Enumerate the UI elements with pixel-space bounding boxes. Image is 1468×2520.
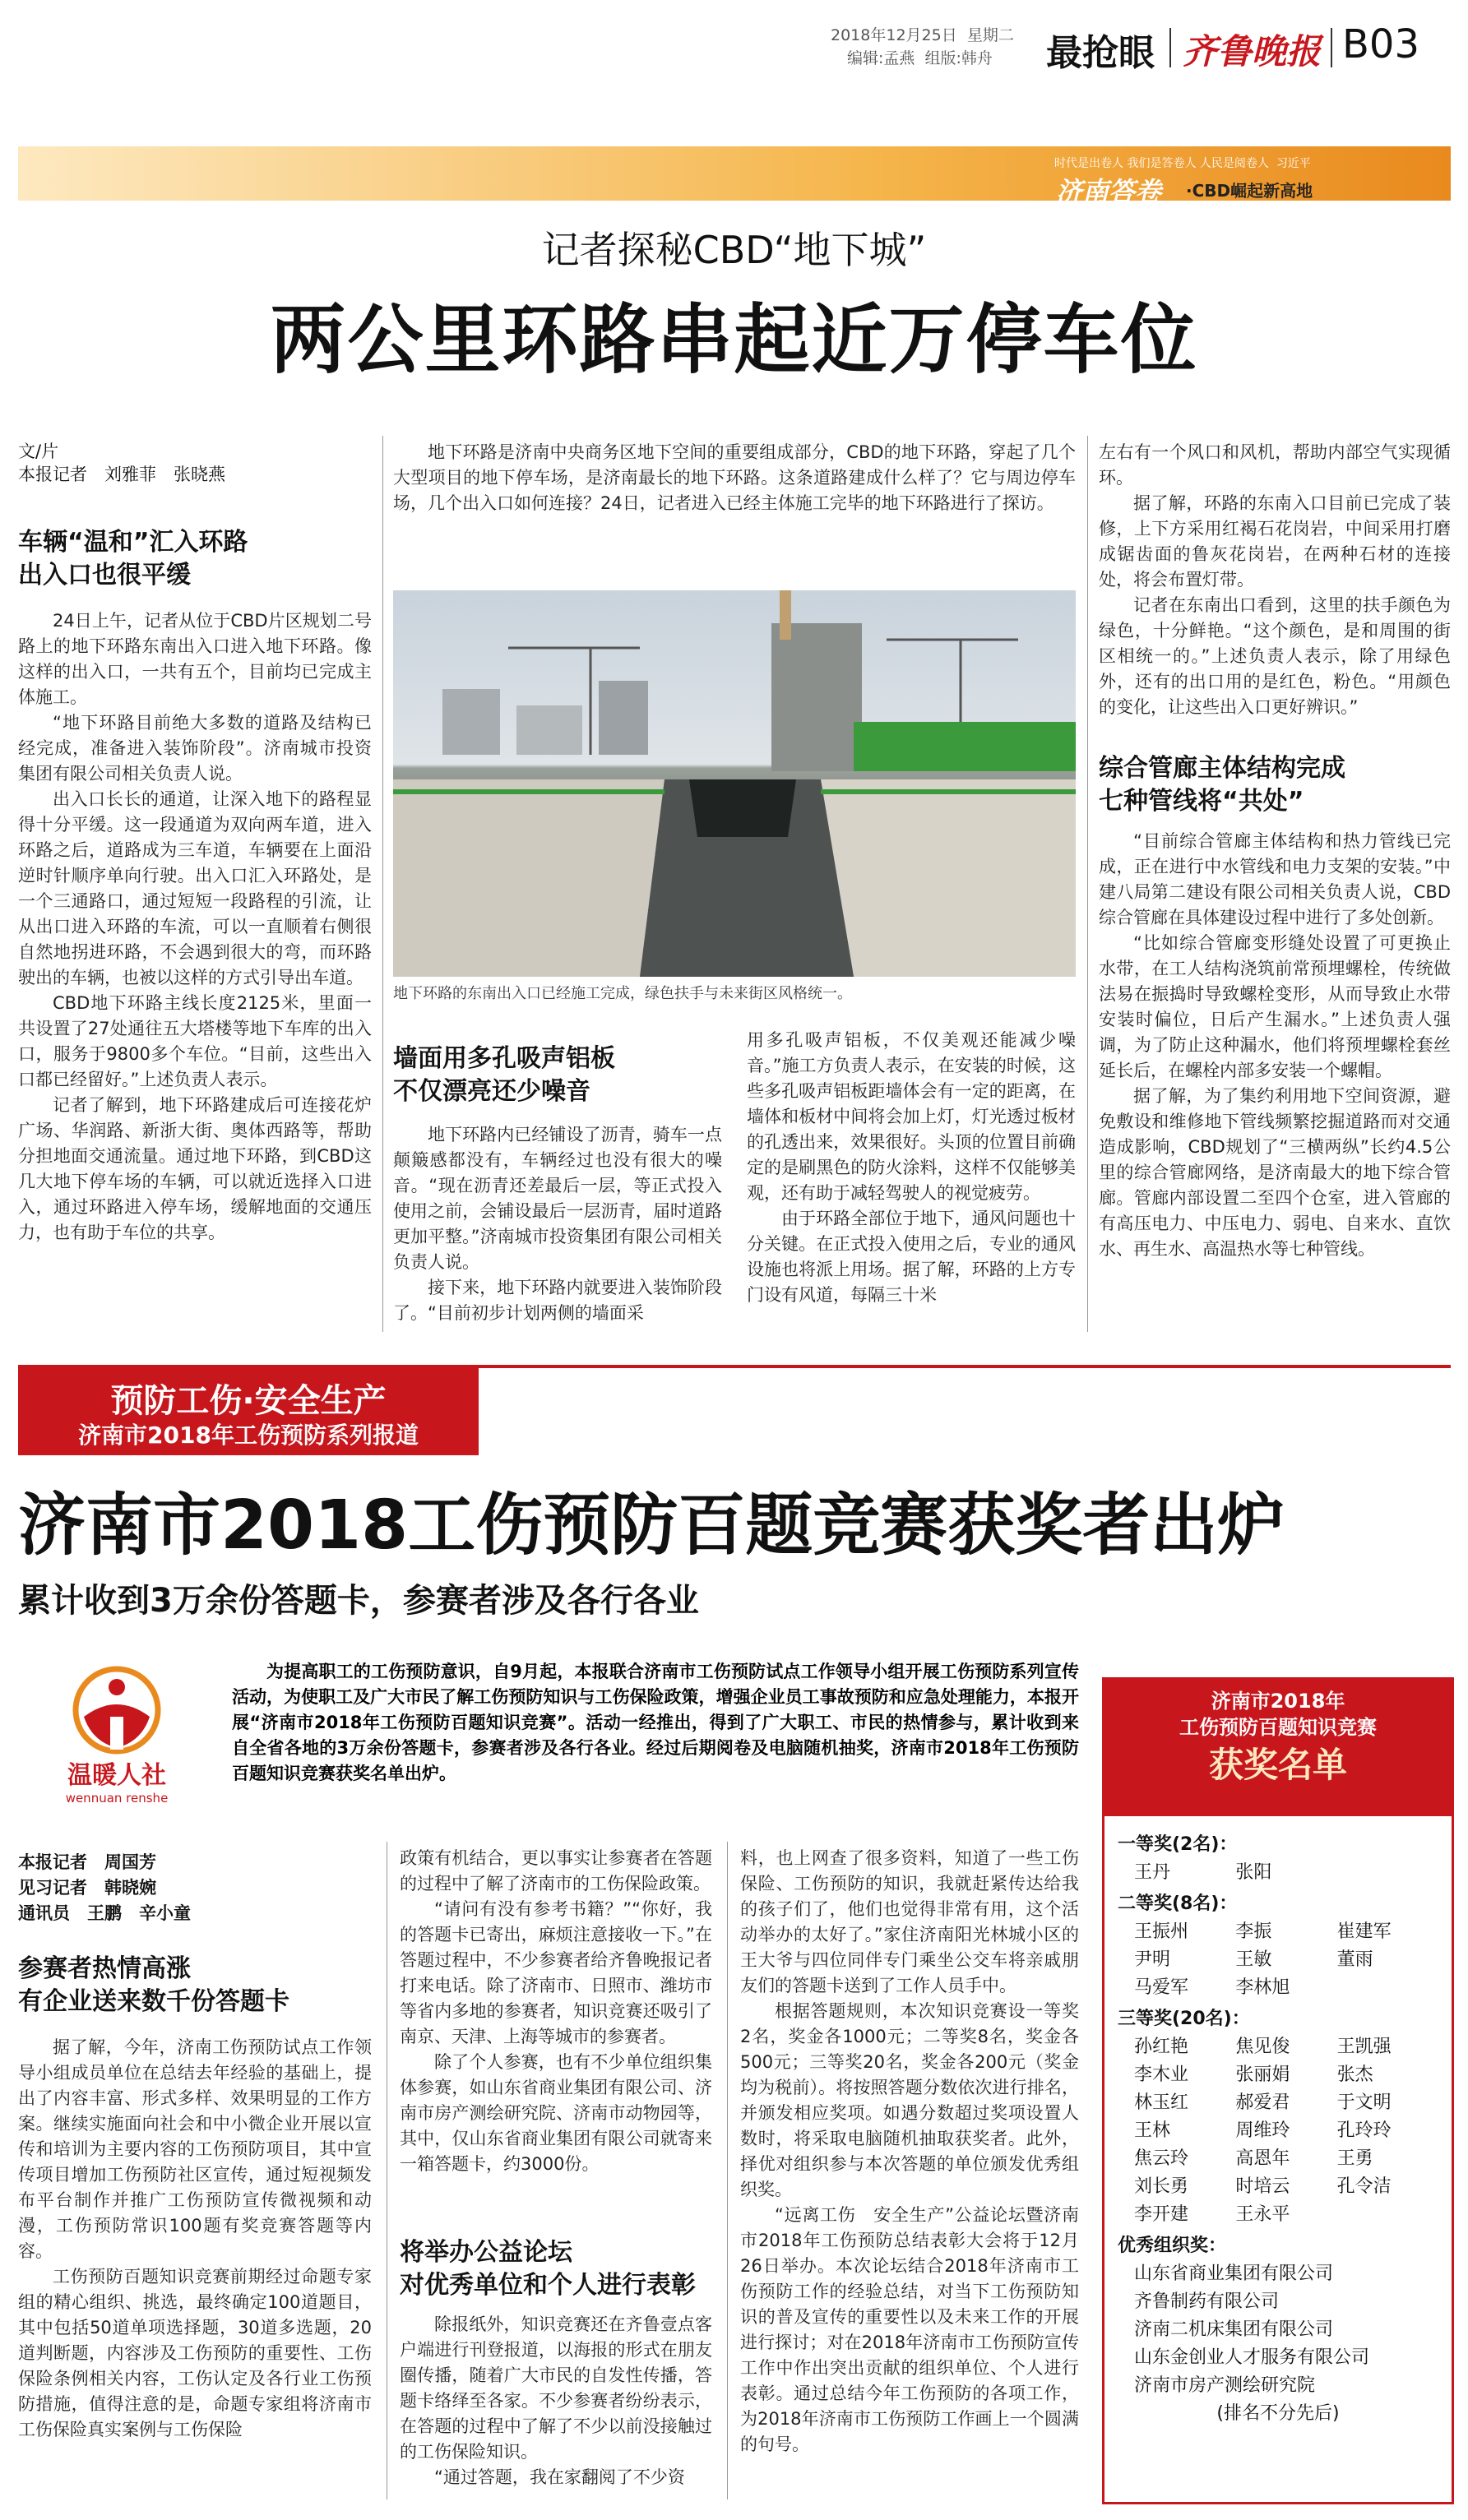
winner-name: 王丹 (1134, 1862, 1171, 1883)
winner-name: 张阳 (1235, 1862, 1272, 1883)
photo-caption: 地下环路的东南出入口已经施工完成，绿色扶手与未来街区风格统一。 (393, 985, 852, 1002)
organization-name: 济南市房产测绘研究院 (1134, 2375, 1316, 2396)
winner-name: 李木业 (1134, 2065, 1189, 2085)
editor-text: 编辑:孟燕 (847, 49, 915, 67)
first-prize-label: 一等奖(2名)： (1118, 1834, 1238, 1855)
winner-name: 孙红艳 (1134, 2037, 1189, 2057)
winner-name: 孔玲玲 (1336, 2120, 1392, 2141)
story1-banner (18, 146, 1451, 207)
editor-credit (847, 46, 993, 68)
winner-name: 马爱军 (1134, 1977, 1189, 1998)
column-rule-2 (1087, 436, 1088, 1332)
winner-name: 王永平 (1235, 2204, 1290, 2225)
wennuan-logo (18, 1659, 215, 1807)
organization-name: 济南二机床集团有限公司 (1134, 2319, 1334, 2340)
layout-text: 组版:韩舟 (924, 49, 993, 67)
second-prize-label: 二等奖(8名)： (1118, 1893, 1238, 1914)
story1-headline: 两公里环路串起近万停车位 (270, 296, 1198, 384)
winner-name: 崔建军 (1336, 1921, 1392, 1942)
story2-deck: 累计收到3万余份答题卡，参赛者涉及各行各业 (18, 1582, 699, 1620)
organization-prize-label: 优秀组织奖： (1118, 2236, 1227, 2256)
winner-name: 王振州 (1134, 1921, 1189, 1942)
organization-name: 齐鲁制药有限公司 (1134, 2291, 1280, 2312)
page-number: B03 (1342, 21, 1420, 67)
winner-name: 王林 (1134, 2120, 1171, 2141)
winner-name: 王敏 (1235, 1949, 1272, 1970)
story1-subhead-3: 综合管廊主体结构完成 七种管线将“共处” (1099, 754, 1345, 816)
story1-column-2a: 地下环路内已经铺设了沥青，骑车一点颠簸感都没有，车辆经过也没有很大的噪音。“现在沥青还差最后一层，等正式投入使用之前，会铺设最后一层沥青，届时道路更加平整。”济南城市投资集团有限公司相关负责人说。 接下来，地下环路内就要进入装饰阶段了。“目前初步计划两侧的墙面采 (393, 1125, 722, 1323)
section-name: 最抢眼 (1046, 32, 1155, 74)
winners-header (1104, 1680, 1452, 1816)
story1-column-1: 24日上午，记者从位于CBD片区规划二号路上的地下环路东南出入口进入地下环路。像这样的出入口，一共有五个，目前均已完成主体施工。 “地下环路目前绝大多数的道路及结构已经完成，准备进入装饰阶段”。济南城市投资集团有限公司相关负责人说。 出入口长长的通道，让深入地下的路程显得十分平缓。这一段通道为双向两车道，进入环路之后，道路成为三车道，车辆要在上面沿逆时针顺序单向行驶。出入口汇入环路处，是一个三通路口，通过短短一段路程的引流，让从出口进入环路的车流，可以一直顺着右侧很自然地拐进环路，不会遇到很大的弯，而环路驶出的车辆，也被以这样的方式引导出车道。 CBD地下环路主线长度2125米，里面一共设置了27处通往五大塔楼等地下车库的出入口，服务于9800多个车位。“目前，这些出入口都已经留好。”上述负责人表示。 记者了解到，地下环路建成后可连接花炉广场、华润路、新浙大街、奥体西路等，帮助分担地面交通流量。通过地下环路，到CBD这几大地下停车场的车辆，可以就近选择入口进入，通过环路进入停车场，缓解地面的交通压力，也有助于车位的共享。 (18, 611, 372, 1242)
winner-name: 刘长勇 (1134, 2176, 1189, 2197)
story1-photo (393, 590, 1076, 977)
story1-subhead-2: 墙面用多孔吸声铝板 不仅漂亮还少噪音 (393, 1044, 615, 1106)
story2-column-b2: 除报纸外，知识竞赛还在齐鲁壹点客户端进行刊登报道，以海报的形式在朋友圈传播，随着广大市民的自发性传播，答题卡络绎至各家。不少参赛者纷纷表示，在答题的过程中了解了不少以前没接触过的工伤保险知识。 “通过答题，我在家翻阅了不少资 (400, 2314, 712, 2487)
story1-column-3b: “目前综合管廊主体结构和热力管线已完成，正在进行中水管线和电力支架的安装。”中建八局第二建设有限公司相关负责人说，CBD综合管廊在具体建设过程中进行了多处创新。 “比如综合管廊变形缝处设置了可更换止水带，在工人结构浇筑前常预埋螺栓，传统做法易在振捣时导致螺栓变形，从而导致止水带安装时偏位，日后产生漏水。”上述负责人强调，为了防止这种漏水，他们将预埋螺栓套丝延长后，在螺栓内部多安装一个螺帽。 据了解，为了集约利用地下空间资源，避免敷设和维修地下管线频繁挖掘道路而对交通造成影响，CBD规划了“三横两纵”长约4.5公里的综合管廊网络，是济南最大的地下综合管廊。管廊内部设置二至四个仓室，进入管廊的有高压电力、中压电力、弱电、自来水、直饮水、再生水、高温热水等七种管线。 (1099, 831, 1451, 1259)
winners-note: (排名不分先后) (1216, 2403, 1340, 2424)
winner-name: 周维玲 (1235, 2120, 1290, 2141)
paper-logo: 齐鲁晚报 (1183, 31, 1322, 72)
story1-column-3: 左右有一个风口和风机，帮助内部空气实现循环。 据了解，环路的东南入口目前已完成了装修，上下方采用红褐石花岗岩，中间采用打磨成锯齿面的鲁灰花岗岩，在两种石材的连接处，将会布置灯带。 记者在东南出口看到，这里的扶手颜色为绿色，十分鲜艳。“这个颜色，是和周围的街区相统一的。”上述负责人表示，除了用绿色外，还有的出口用的是红色，粉色。“用颜色的变化，让这些出入口更好辨识。” (1099, 442, 1451, 717)
masthead-divider (1169, 28, 1171, 67)
third-prize-label: 三等奖(20名)： (1118, 2009, 1250, 2029)
story2-column-a: 据了解，今年，济南工伤预防试点工作领导小组成员单位在总结去年经验的基础上，提出了内容丰富、形式多样、效果明显的工作方案。继续实施面向社会和中小微企业开展以宣传和培训为主要内容的工伤预防项目，其中宣传项目增加工伤预防社区宣传，通过短视频发布平台制作并推广工伤预防宣传微视频和动漫，工伤预防常识100题有奖竞赛答题等内容。 工伤预防百题知识竞赛前期经过命题专家组的精心组织、挑选，最终确定100道题目，其中包括50道单项选择题，30道多选题，20道判断题，内容涉及工伤预防的重要性、工伤保险条例相关内容，工伤认定及各行业工伤预防措施，值得注意的是，命题专家组将济南市工伤保险真实案例与工伤保险 (18, 2037, 372, 2439)
story1-subhead-1: 车辆“温和”汇入环路 出入口也很平缓 (18, 528, 248, 590)
winner-name: 王凯强 (1336, 2037, 1392, 2057)
banner-tag: ·CBD崛起新高地 (1186, 181, 1313, 201)
byline-label: 文/片 (18, 442, 59, 461)
logo-subtext: wennuan renshe (65, 1791, 169, 1806)
winner-name: 张丽娟 (1235, 2065, 1290, 2085)
winner-name: 林玉红 (1134, 2092, 1189, 2113)
winners-header-line1: 济南市2018年 (1211, 1690, 1345, 1713)
winner-name: 李开建 (1134, 2204, 1189, 2225)
story2-lead: 为提高职工的工伤预防意识，自9月起，本报联合济南市工伤预防试点工作领导小组开展工伤预防系列宣传活动，为使职工及广大市民了解工伤预防知识与工伤保险政策，增强企业员工事故预防和应急处理能力，本报开展“济南市2018年工伤预防百题知识竞赛”。活动一经推出，得到了广大职工、市民的热情参与，累计收到来自全省各地的3万余份答题卡，参赛者涉及各行各业。经过后期阅卷及电脑随机抽奖，济南市2018年工伤预防百题知识竞赛获奖名单出炉。 (232, 1662, 1079, 1783)
masthead-divider-2 (1331, 28, 1332, 67)
winners-body (1104, 1816, 1452, 2439)
banner-slogan: 时代是出卷人 我们是答卷人 人民是阅卷人 习近平 (1054, 157, 1311, 170)
winners-header-line2: 工伤预防百题知识竞赛 (1179, 1716, 1377, 1739)
story2-column-b: 政策有机结合，更以事实让参赛者在答题的过程中了解了济南市的工伤保险政策。 “请问有没有参考书籍？”“你好，我的答题卡已寄出，麻烦注意接收一下。”在答题过程中，不少参赛者给齐鲁晚报记者打来电话。除了济南市、日照市、潍坊市等省内多地的参赛者，知识竞赛还吸引了南京、天津、上海等城市的参赛者。 除了个人参赛，也有不少单位组织集体参赛，如山东省商业集团有限公司、济南市房产测绘研究院、济南市动物园等，其中，仅山东省商业集团有限公司就寄来一箱答题卡，约3000份。 (400, 1848, 712, 2174)
story2-banner-title: 预防工伤·安全生产 (110, 1382, 387, 1420)
story2-headline: 济南市2018工伤预防百题竞赛获奖者出炉 (18, 1487, 1285, 1565)
story2-subhead-1: 参赛者热情高涨 有企业送来数千份答题卡 (18, 1954, 289, 2016)
story1-intro: 地下环路是济南中央商务区地下空间的重要组成部分，CBD的地下环路，穿起了几个大型项目的地下停车场，是济南最长的地下环路。这条道路建成什么样了？它与周边停车场，几个出入口如何连接？24日，记者进入已经主体施工完毕的地下环路进行了探访。 (393, 442, 1076, 513)
winner-name: 于文明 (1336, 2092, 1392, 2113)
tunnel-illustration (393, 590, 1076, 977)
winner-name: 郝爱君 (1235, 2092, 1290, 2113)
winner-name: 王勇 (1336, 2148, 1373, 2169)
byline-names: 本报记者 刘雅菲 张晓燕 (18, 465, 225, 484)
banner-brand: 济南答卷 (1056, 176, 1162, 207)
winner-name: 孔令洁 (1336, 2176, 1392, 2197)
story2-byline: 本报记者 周国芳 见习记者 韩晓婉 通讯员 王鹏 辛小童 (18, 1852, 191, 1923)
winners-title: 获奖名单 (1208, 1745, 1347, 1785)
winner-name: 焦云玲 (1134, 2148, 1189, 2169)
issue-date (831, 23, 1014, 45)
second-prize-list (1118, 1918, 1438, 2002)
masthead (0, 0, 1468, 82)
heart-people-logo-icon (18, 1659, 215, 1758)
logo-text: 温暖人社 (67, 1761, 166, 1790)
organization-name: 山东金创业人才服务有限公司 (1134, 2347, 1370, 2368)
story1-column-2b: 用多孔吸声铝板，不仅美观还能减少噪音。”施工方负责人表示，在安装的时候，这些多孔吸声铝板距墙体会有一定的距离，在墙体和板材中间将会加上灯，灯光透过板材的孔透出来，效果很好。头顶的位置目前确定的是刷黑色的防火涂料，这样不仅能够美观，还有助于减轻驾驶人的视觉疲劳。 由于环路全部位于地下，通风问题也十分关键。在正式投入使用之后，专业的通风设施也将派上用场。据了解，环路的上方专门设有风道，每隔三十米 (747, 1030, 1076, 1305)
third-prize-list (1118, 2033, 1438, 2229)
winner-name: 焦见俊 (1235, 2037, 1290, 2057)
winner-name: 时培云 (1235, 2176, 1290, 2197)
winner-name: 董雨 (1336, 1949, 1373, 1970)
winner-name: 张杰 (1336, 2065, 1373, 2085)
story1-byline (18, 440, 380, 486)
winner-name: 李振 (1235, 1921, 1272, 1942)
winner-name: 尹明 (1134, 1949, 1171, 1970)
story2-banner (18, 1368, 479, 1455)
story2-subhead-2: 将举办公益论坛 对优秀单位和个人进行表彰 (400, 2238, 696, 2300)
column-rule (382, 436, 383, 1332)
column-rule-4 (727, 1842, 728, 2499)
winner-name: 高恩年 (1235, 2148, 1290, 2169)
story2-banner-sub: 济南市2018年工伤预防系列报道 (78, 1422, 419, 1449)
story1-kicker: 记者探秘CBD“地下城” (541, 228, 927, 272)
weekday-text: 星期二 (966, 26, 1014, 44)
organization-name: 山东省商业集团有限公司 (1134, 2263, 1334, 2284)
story2-column-c: 料，也上网查了很多资料，知道了一些工伤保险、工伤预防的知识，我就赶紧传达给我的孩子们了，他们也觉得非常有用，这个活动举办的太好了。”家住济南阳光林城小区的王大爷与四位同伴专门乘坐公交车将亲戚朋友们的答题卡送到了工作人员手中。 根据答题规则，本次知识竞赛设一等奖2名，奖金各1000元；二等奖8名，奖金各500元；三等奖20名，奖金各200元（奖金均为税前）。将按照答题分数依次进行排名，并颁发相应奖项。如遇分数超过奖项设置人数时，将采取电脑随机抽取获奖者。此外，择优对组织参与本次答题的单位颁发优秀组织奖。 “远离工伤 安全生产”公益论坛暨济南市2018年工伤预防总结表彰大会将于12月26日举办。本次论坛结合2018年济南市工伤预防工作的经验总结，对当下工伤预防知识的普及宣传的重要性以及未来工作的开展进行探讨；对在2018年济南市工伤预防宣传工作中作出突出贡献的组织单位、个人进行表彰。通过总结今年工伤预防的各项工作，为2018年济南市工伤预防工作画上一个圆满的句号。 (740, 1848, 1079, 2454)
winner-name: 李林旭 (1235, 1977, 1290, 1998)
first-prize-list (1118, 1859, 1438, 1887)
winners-box (1102, 1677, 1454, 2504)
date-text: 2018年12月25日 (831, 26, 957, 44)
